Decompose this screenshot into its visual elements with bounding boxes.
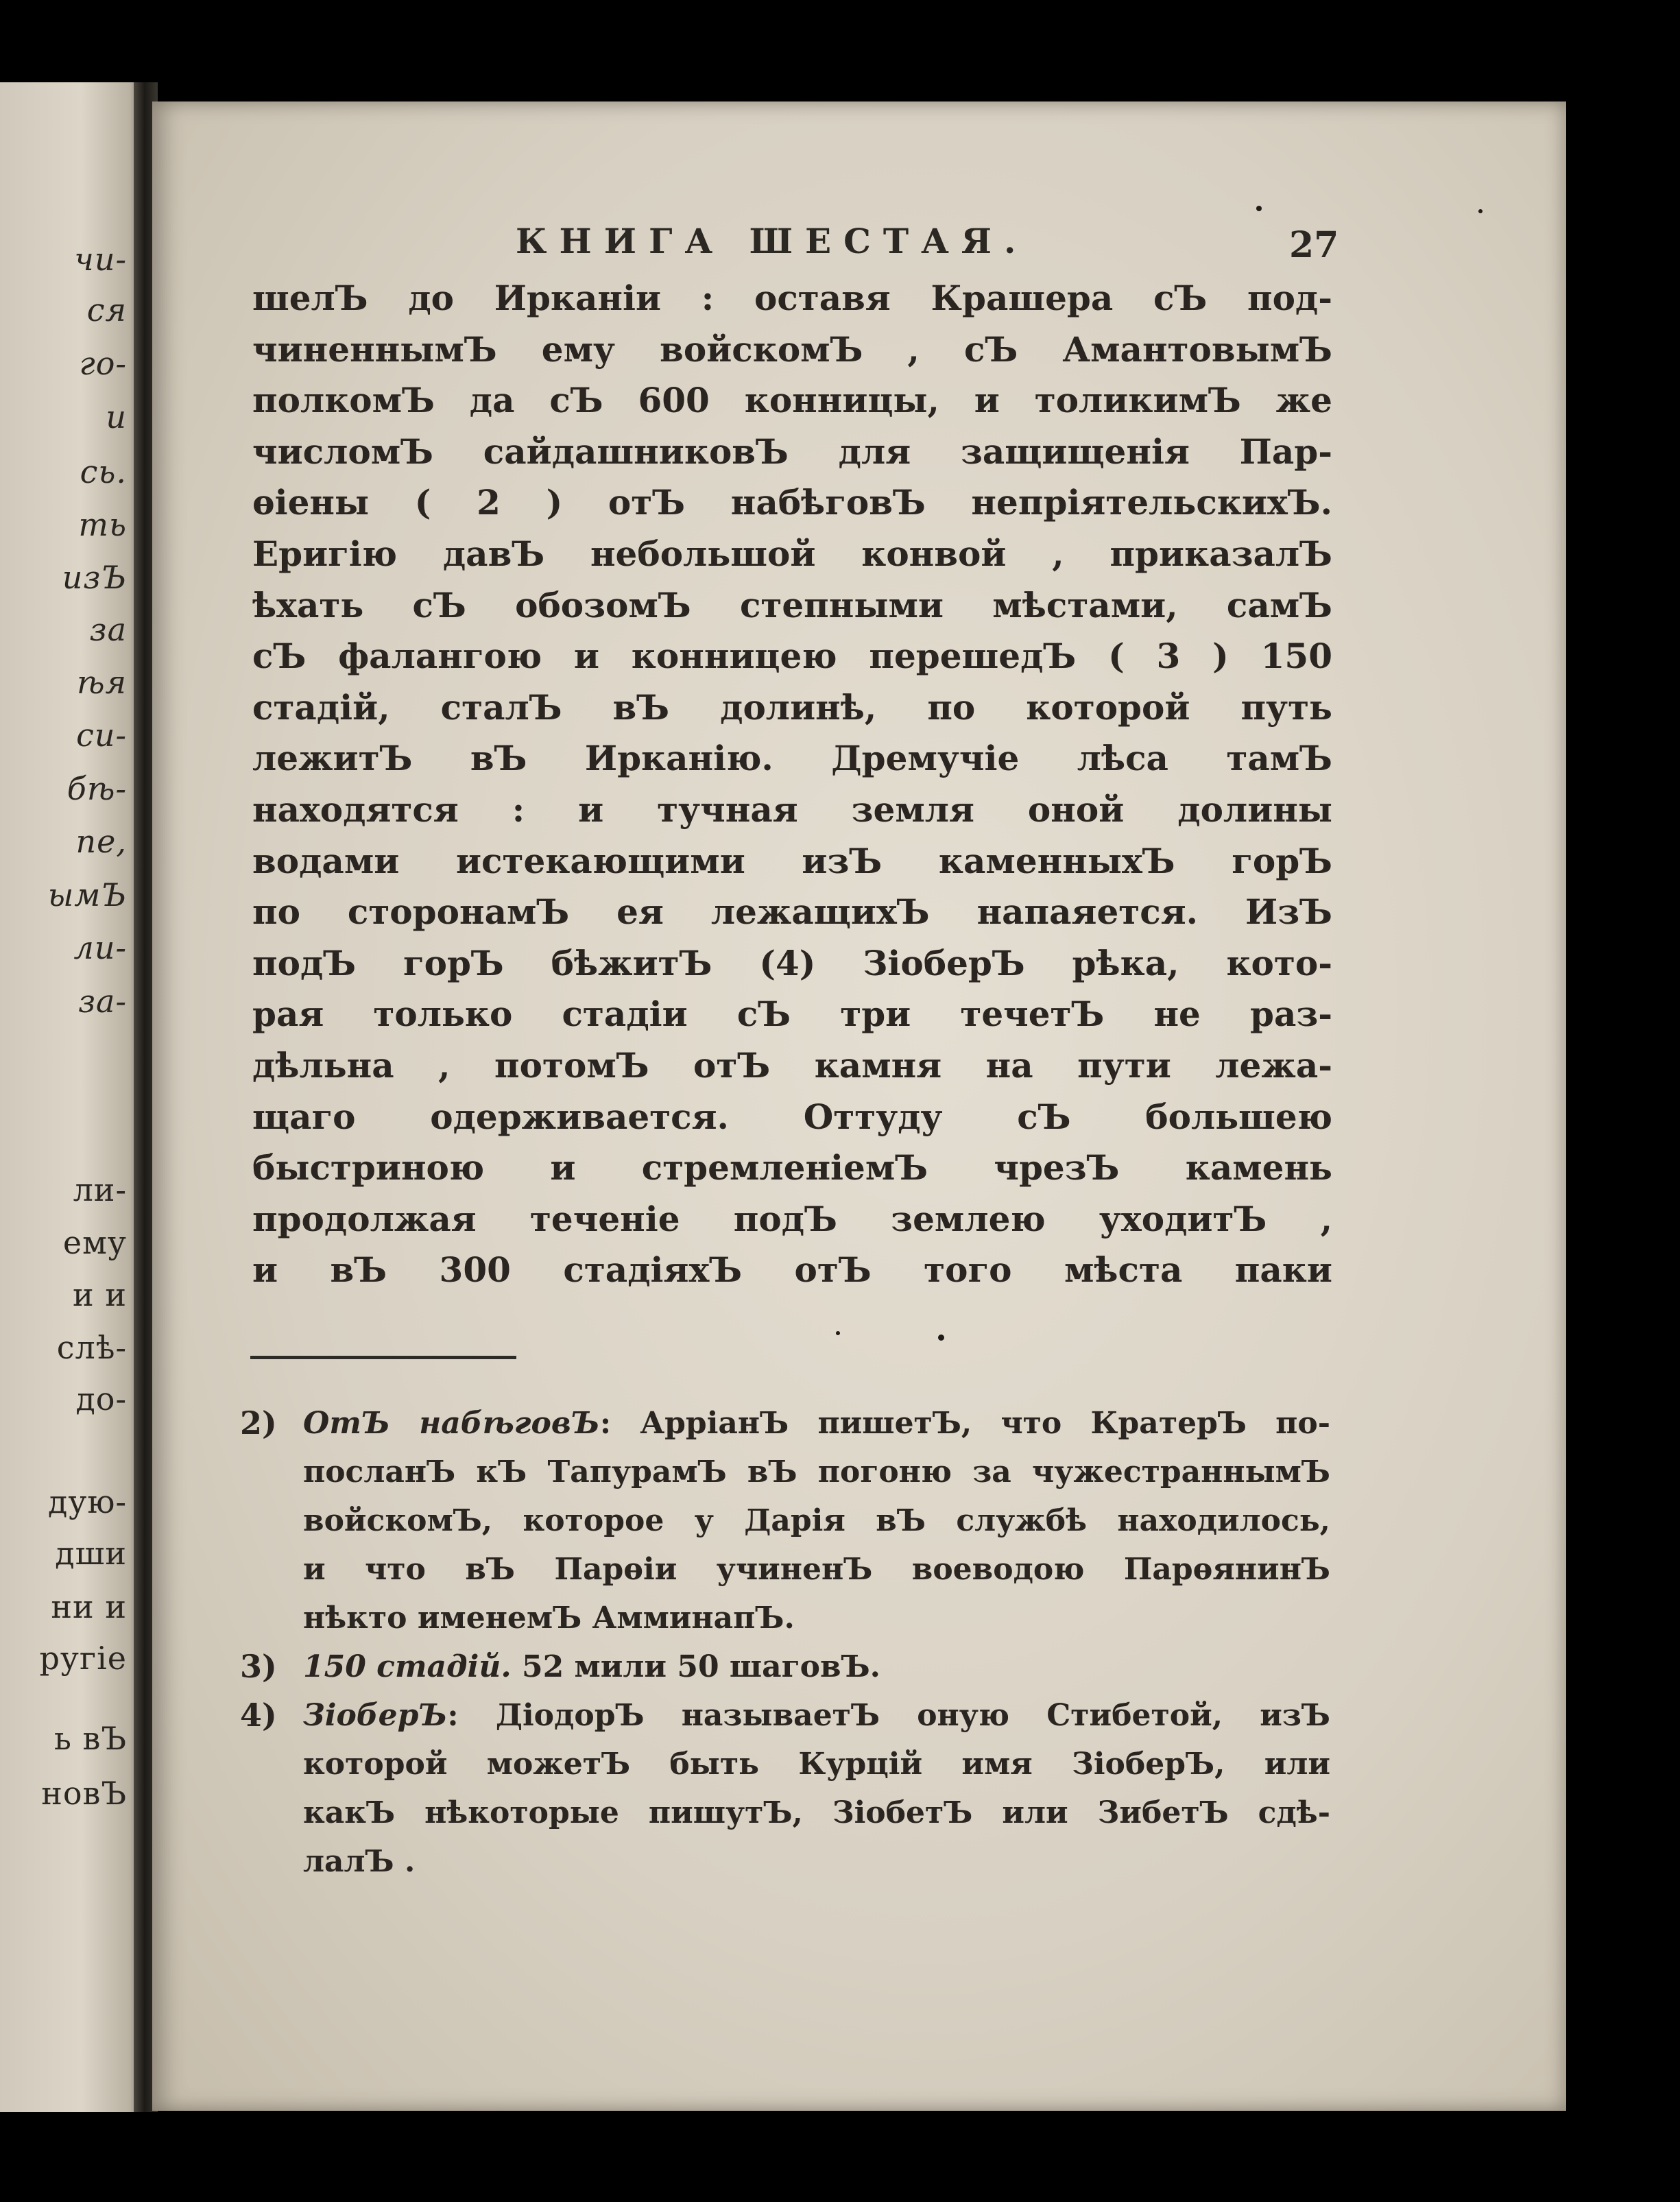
footnote-term: ЗіоберЪ — [303, 1698, 448, 1733]
body-line: лежитЪ вЪ Ирканію. Дремучіе лѣса тамЪ — [252, 738, 1332, 779]
body-line: по сторонамЪ ея лежащихЪ напаяется. ИзЪ — [252, 891, 1332, 933]
footnote-term: 150 стадій. — [303, 1649, 512, 1684]
left-page-fragment: ему — [62, 1224, 127, 1261]
footnote-line: какЪ нѣкоторые пишутЪ, ЗіобетЪ или ЗибетЪ сдѣ- — [303, 1795, 1330, 1830]
body-line: быстриною и стремленіемЪ чрезЪ камень — [252, 1147, 1332, 1188]
footnotes — [240, 1399, 1330, 1886]
left-page-fragment: дую- — [48, 1483, 127, 1520]
left-page-fragment: чи- — [74, 241, 127, 278]
left-page-fragment: за — [89, 611, 127, 648]
body-text — [252, 273, 1332, 1296]
left-page-fragment: дши — [55, 1535, 127, 1572]
left-page-fragment: ни и — [51, 1588, 127, 1625]
left-page-edge — [0, 82, 147, 2112]
body-line: рая только стадіи сЪ три течетЪ не раз- — [252, 994, 1332, 1035]
left-page-fragment: ли- — [73, 1171, 127, 1208]
body-line: продолжая теченіе подЪ землею уходитЪ , — [252, 1198, 1332, 1239]
ink-speck — [836, 1331, 840, 1335]
left-page-fragment: до- — [75, 1380, 127, 1417]
body-line: и вЪ 300 стадіяхЪ отЪ того мѣста паки — [252, 1249, 1332, 1291]
body-line: чиненнымЪ ему войскомЪ , сЪ АмантовымЪ — [252, 328, 1332, 370]
left-page-fragment: ымЪ — [47, 876, 127, 913]
ink-speck — [1256, 206, 1262, 211]
footnote-line: нѣкто именемЪ АмминапЪ. — [303, 1601, 795, 1636]
left-page-fragment: пе, — [75, 823, 127, 860]
footnote — [240, 1691, 1330, 1886]
left-page-fragment: сь. — [80, 453, 127, 490]
page-number: 27 — [1289, 224, 1339, 266]
footnote-number: 2) — [240, 1404, 277, 1441]
ink-speck — [938, 1335, 944, 1341]
footnote-number: 3) — [240, 1648, 277, 1685]
left-page-fragment: слѣ- — [56, 1329, 127, 1366]
footnote-line: которой можетЪ быть Курцій имя ЗіоберЪ, или — [303, 1747, 1330, 1782]
ink-speck — [1478, 209, 1483, 213]
left-page-fragment: за- — [77, 983, 127, 1020]
footnote-line — [240, 1642, 1330, 1691]
left-page-fragment: ть — [78, 506, 127, 543]
left-page-fragment: и и — [73, 1276, 127, 1313]
footnote-term: ОтЪ набѣговЪ — [303, 1406, 600, 1441]
left-page-fragment: ь вЪ — [53, 1720, 127, 1757]
footnote-text: 52 мили 50 шаговЪ. — [511, 1649, 880, 1684]
footnote-line: посланЪ кЪ ТапурамЪ вЪ погоню за чужестраннымЪ — [303, 1455, 1330, 1489]
footnote — [240, 1399, 1330, 1642]
left-page-fragment: изЪ — [62, 559, 127, 596]
left-page-fragment: си- — [76, 717, 127, 754]
footnote-line — [240, 1691, 1330, 1740]
footnote — [240, 1642, 1330, 1691]
body-line: ѳіены ( 2 ) отЪ набѣговЪ непріятельскихЪ. — [252, 482, 1332, 523]
body-line: сЪ фалангою и конницею перешедЪ ( 3 ) 150 — [252, 636, 1332, 677]
footnote-line — [240, 1399, 1330, 1448]
footnote-number: 4) — [240, 1697, 277, 1734]
body-line: дѣльна , потомЪ отЪ камня на пути лежа- — [252, 1044, 1332, 1086]
left-page-fragment: ругіе — [39, 1640, 127, 1677]
body-line: щаго одерживается. Оттуду сЪ большею — [252, 1096, 1332, 1137]
footnote-line: и что вЪ Парѳіи учиненЪ воеводою ПарѳянинЪ — [303, 1552, 1330, 1587]
body-line: находятся : и тучная земля оной долины — [252, 789, 1332, 830]
body-line: Еригію давЪ небольшой конвой , приказалЪ — [252, 533, 1332, 574]
body-line: стадій, сталЪ вЪ долинѣ, по которой путь — [252, 686, 1332, 728]
footnote-text: : АрріанЪ пишетЪ, что КратерЪ по- — [599, 1406, 1330, 1441]
left-page-fragment: го- — [79, 345, 127, 382]
left-page-fragment: новЪ — [41, 1775, 127, 1812]
left-page-fragment: и — [106, 398, 127, 435]
body-line: водами истекающими изЪ каменныхЪ горЪ — [252, 840, 1332, 881]
footnote-line: войскомЪ, которое у Дарія вЪ службѣ находилось, — [303, 1503, 1330, 1538]
footnote-line: лалЪ . — [303, 1844, 416, 1879]
running-title: КНИГА ШЕСТАЯ. — [516, 221, 1029, 261]
left-page-fragment: ся — [86, 291, 127, 328]
body-line: подЪ горЪ бѣжитЪ (4) ЗіоберЪ рѣка, кото- — [252, 942, 1332, 983]
footnote-rule — [250, 1356, 516, 1359]
left-page-fragment: бѣ- — [67, 770, 127, 807]
body-line: шелЪ до Ирканіи : оставя Крашера сЪ под- — [252, 278, 1332, 318]
body-line: полкомЪ да сЪ 600 конницы, и толикимЪ же — [252, 380, 1332, 421]
body-line: числомЪ сайдашниковЪ для защищенія Пар- — [252, 431, 1332, 472]
body-line: ѣхать сЪ обозомЪ степными мѣстами, самЪ — [252, 584, 1332, 625]
footnote-text: : ДіодорЪ называетЪ оную Стибетой, изЪ — [447, 1698, 1330, 1733]
left-page-fragment: ли- — [73, 929, 127, 966]
left-page-fragment: ѣя — [76, 664, 127, 701]
